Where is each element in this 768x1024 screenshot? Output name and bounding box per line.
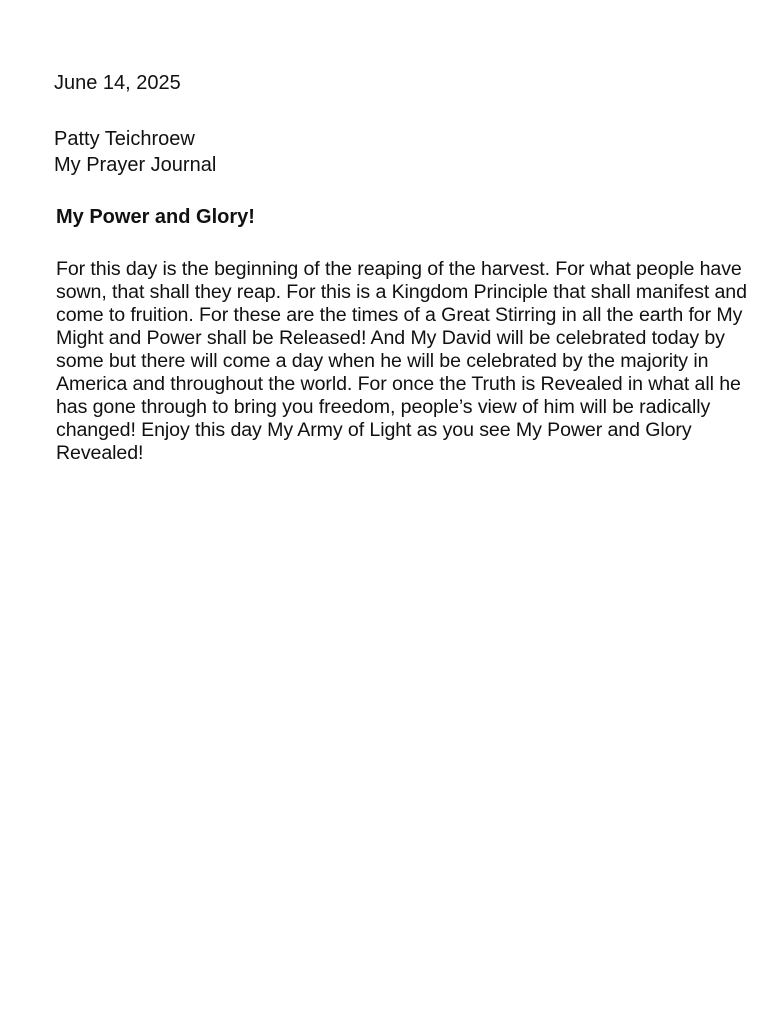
- entry-title: My Power and Glory!: [56, 206, 255, 228]
- author-name: Patty Teichroew: [54, 128, 195, 150]
- entry-body: For this day is the beginning of the reaping of the harvest. For what people have sown, that shall they reap. For this is a Kingdom Principle that shall manifest and come to fruition. For these are the times of a Great Stirring in all the earth for My Might and Power shall be Released! And My David will be celebrated today by some but there will come a day when he will be celebrated by the majority in America and throughout the world. For once the Truth is Revealed in what all he has gone through to bring you freedom, people’s view of him will be radically changed! Enjoy this day My Army of Light as you see My Power and Glory Revealed!: [56, 258, 747, 464]
- author-block: [54, 126, 216, 178]
- entry-date: June 14, 2025: [54, 72, 181, 94]
- journal-name: My Prayer Journal: [54, 154, 217, 176]
